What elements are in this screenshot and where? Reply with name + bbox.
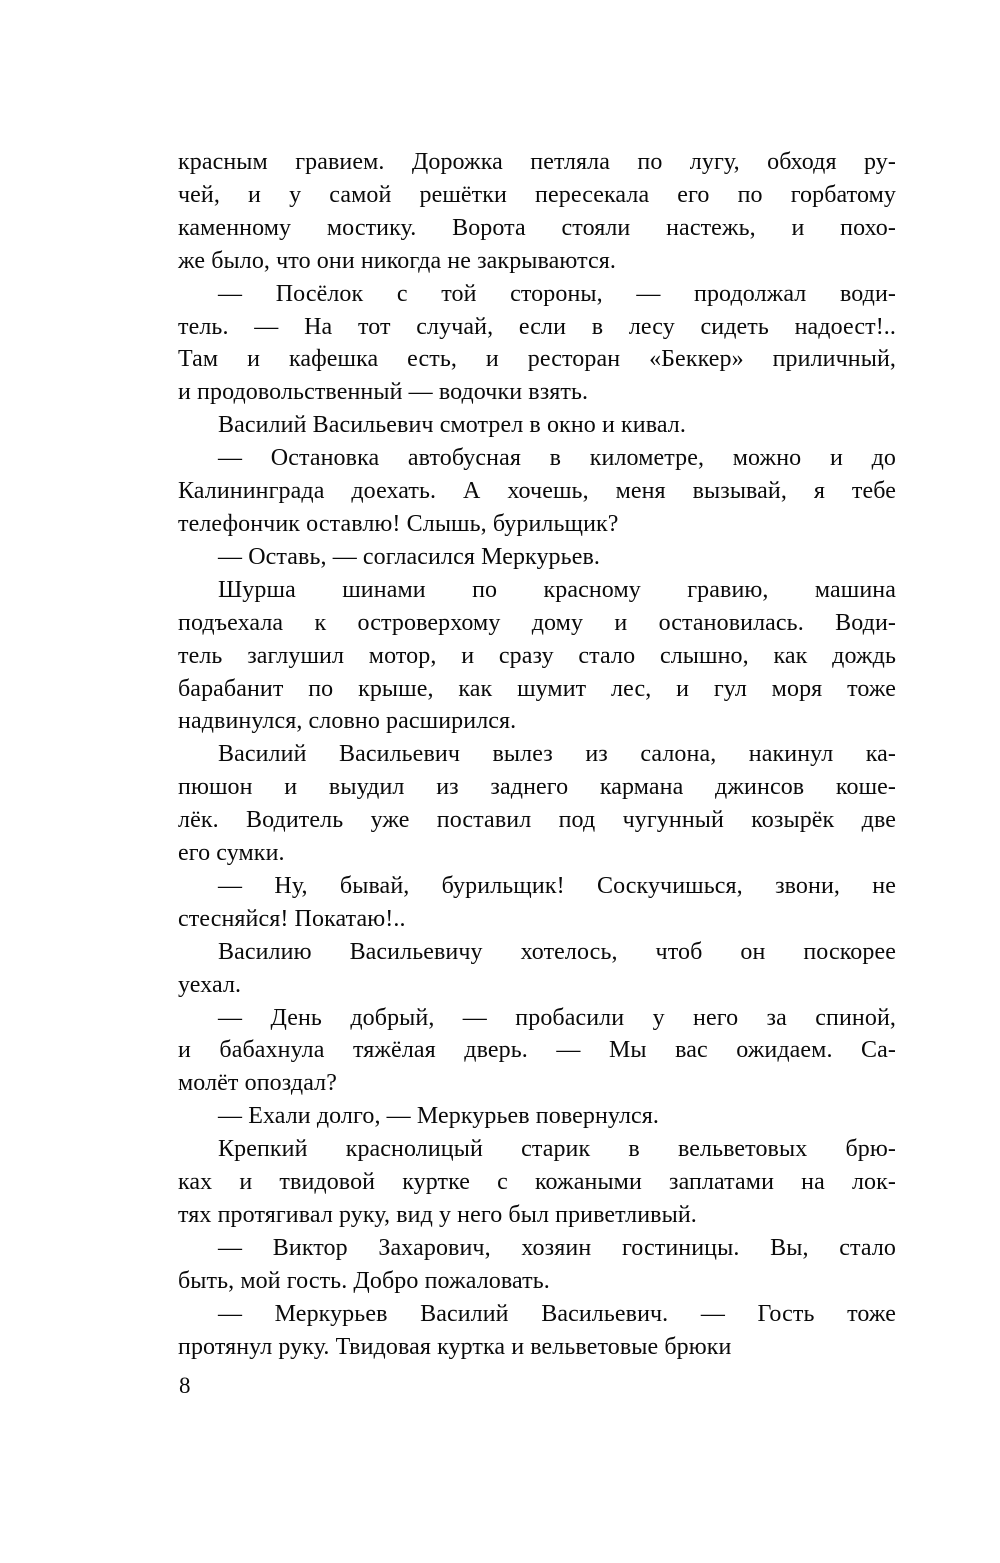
text-line: лёк. Водитель уже поставил под чугунный козырёк две: [178, 807, 896, 834]
text-line: — Остановка автобусная в километре, можно и до: [218, 445, 896, 472]
text-line: тель заглушил мотор, и сразу стало слышно, как дождь: [178, 642, 896, 669]
text-line: Шурша шинами по красному гравию, машина: [218, 576, 896, 603]
text-line: барабанит по крыше, как шумит лес, и гул моря тоже: [178, 675, 896, 702]
text-line: телефончик оставлю! Слышь, бурильщик?: [178, 510, 619, 537]
paragraph: [178, 1133, 896, 1232]
text-line: стесняйся! Покатаю!..: [178, 905, 406, 932]
text-line: его сумки.: [178, 840, 285, 867]
paragraph: [178, 1002, 896, 1101]
text-line: — День добрый, — пробасили у него за спиной,: [218, 1004, 896, 1031]
text-line: надвинулся, словно расширился.: [178, 708, 517, 735]
paragraph: [178, 278, 896, 410]
paragraph: [178, 442, 896, 541]
paragraph: [178, 738, 896, 870]
text-line: и бабахнула тяжёлая дверь. — Мы вас ожидаем. Са-: [178, 1037, 896, 1064]
text-line: уехал.: [178, 971, 242, 998]
text-line: Василий Васильевич вылез из салона, накинул ка-: [218, 741, 896, 768]
text-line: быть, мой гость. Добро пожаловать.: [178, 1267, 550, 1294]
paragraph: [178, 409, 896, 442]
text-line: пюшон и выудил из заднего кармана джинсов коше-: [178, 774, 896, 801]
text-line: подъехала к островерхому дому и остановилась. Води-: [178, 609, 896, 636]
text-line: — Ну, бывай, бурильщик! Соскучишься, звони, не: [218, 872, 896, 899]
text-block: [178, 146, 896, 1364]
text-line: ках и твидовой куртке с кожаными заплатами на лок-: [178, 1169, 896, 1196]
text-line: Там и кафешка есть, и ресторан «Беккер» приличный,: [178, 346, 896, 373]
page-number: 8: [179, 1373, 191, 1398]
paragraph: [178, 1232, 896, 1298]
text-line: Василий Васильевич смотрел в окно и кивал.: [218, 412, 686, 439]
paragraph: [178, 1298, 896, 1364]
text-line: протянул руку. Твидовая куртка и вельветовые брюки: [178, 1333, 732, 1360]
text-line: — Оставь, — согласился Меркурьев.: [218, 543, 600, 570]
text-line: Калининграда доехать. А хочешь, меня вызывай, я тебе: [178, 478, 896, 505]
text-line: — Виктор Захарович, хозяин гостиницы. Вы, стало: [218, 1234, 896, 1261]
text-line: — Меркурьев Василий Васильевич. — Гость тоже: [218, 1300, 896, 1327]
paragraph: [178, 1100, 896, 1133]
text-line: тель. — На тот случай, если в лесу сидеть надоест!..: [178, 313, 896, 340]
text-line: тях протягивал руку, вид у него был приветливый.: [178, 1202, 697, 1228]
paragraph: [178, 870, 896, 936]
paragraph: [178, 936, 896, 1002]
paragraph: [178, 574, 896, 739]
text-line: — Ехали долго, — Меркурьев повернулся.: [218, 1103, 660, 1130]
text-line: же было, что они никогда не закрываются.: [178, 247, 616, 274]
text-line: и продовольственный — водочки взять.: [178, 379, 589, 406]
text-line: молёт опоздал?: [178, 1070, 337, 1097]
paragraph: [178, 146, 896, 278]
text-line: Василию Васильевичу хотелось, чтоб он поскорее: [218, 938, 896, 965]
text-line: чей, и у самой решётки пересекала его по горбатому: [178, 181, 896, 208]
text-line: Крепкий краснолицый старик в вельветовых брю-: [218, 1136, 896, 1163]
text-line: красным гравием. Дорожка петляла по лугу, обходя ру-: [178, 149, 896, 175]
text-line: каменному мостику. Ворота стояли настежь, и похо-: [178, 214, 896, 241]
text-line: — Посёлок с той стороны, — продолжал води-: [218, 280, 896, 307]
paragraph: [178, 541, 896, 574]
